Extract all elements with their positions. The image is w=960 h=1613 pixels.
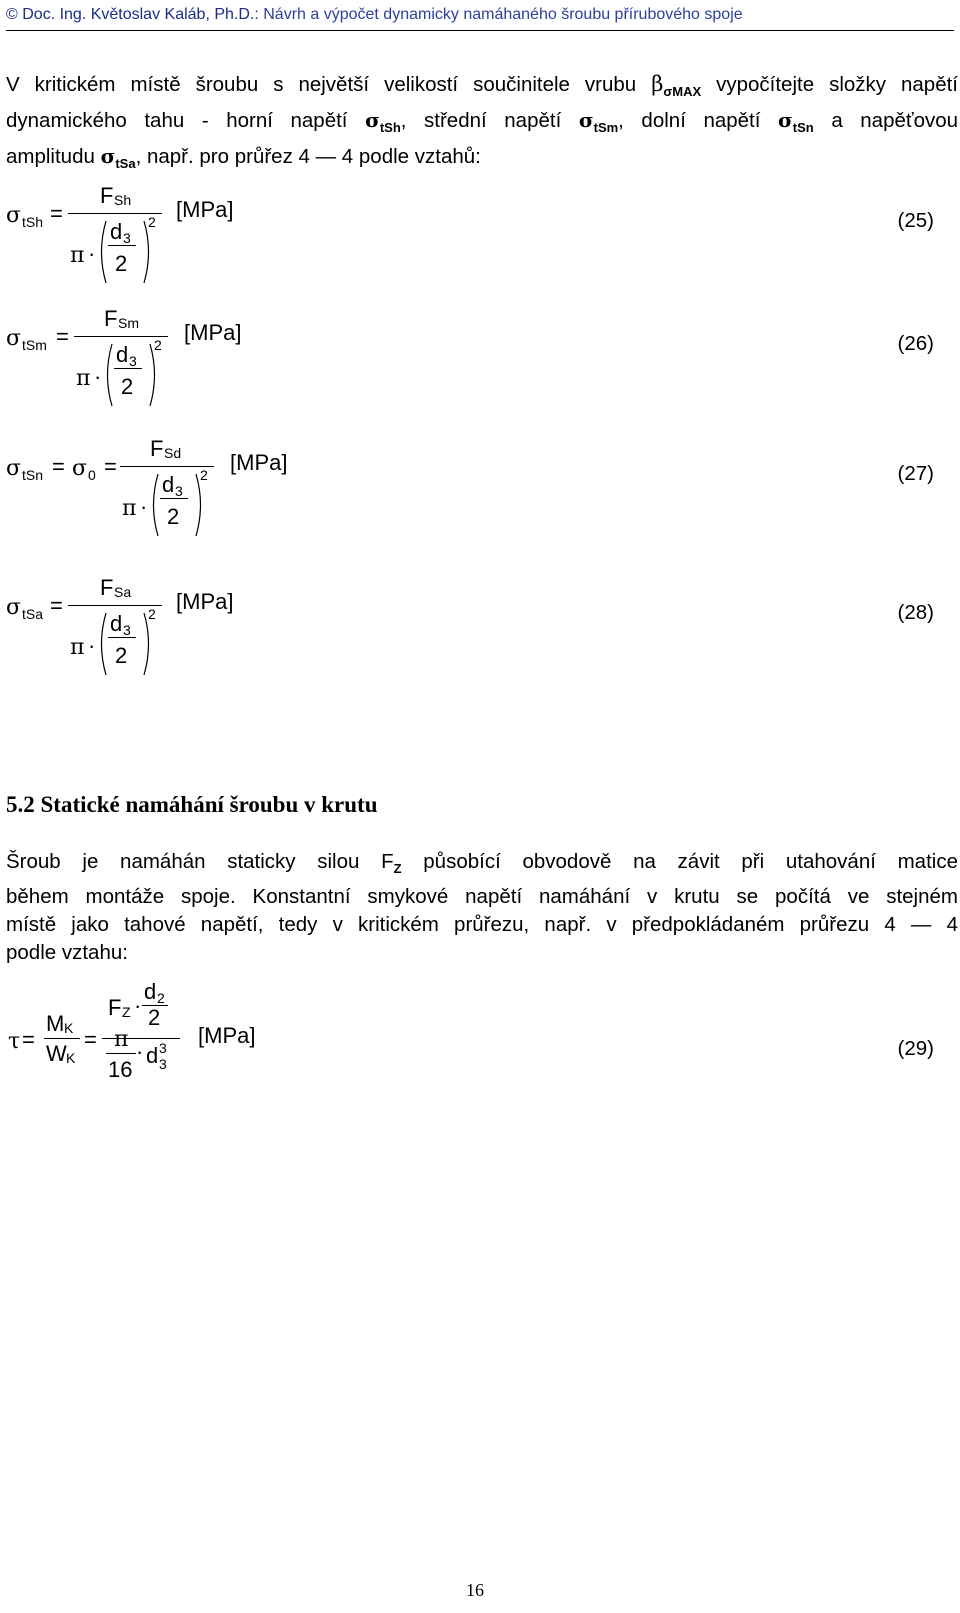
formula-text: 3 <box>159 1056 167 1072</box>
formula-text: π <box>70 243 85 268</box>
formula-text: = <box>56 324 69 349</box>
section-line-2: během montáže spoje. Konstantní smykové napětí namáhání v krutu se počítá ve stejném <box>6 885 958 909</box>
formula-text: σ <box>6 595 22 620</box>
formula-text: F <box>104 306 118 331</box>
formula-text: [MPa] <box>184 320 242 345</box>
section-paragraph <box>6 848 958 967</box>
formula-text: tSn <box>22 467 44 483</box>
formula-text: tSh <box>379 120 401 136</box>
formula-text: · <box>134 993 142 1018</box>
section-line-4: podle vztahu: <box>6 941 128 965</box>
intro-line-1 <box>6 70 958 106</box>
formula-text: 2 <box>148 214 156 230</box>
formula-text: F <box>100 183 114 208</box>
formula-text: 2 <box>154 337 162 353</box>
formula-text: d <box>110 219 123 244</box>
intro-line-2 <box>6 106 958 142</box>
formula-text: působící obvodově na závit při utahování matice <box>423 850 958 873</box>
formula-text: · <box>88 241 96 266</box>
formula-text: = <box>104 454 117 479</box>
formula-text: π <box>122 496 137 521</box>
page-number: 16 <box>466 1580 484 1600</box>
formula-text: Z <box>393 861 402 877</box>
formula-text: d <box>146 1043 159 1068</box>
fraction-bar <box>44 1038 80 1039</box>
header-divider <box>6 30 954 31</box>
equation-29 <box>0 979 960 1105</box>
formula-text: σ <box>100 144 116 169</box>
formula-text: (29) <box>897 1037 934 1060</box>
formula-text: K <box>64 1020 74 1036</box>
formula-text: d <box>162 472 175 497</box>
beta-symbol <box>651 72 702 100</box>
formula-text: π <box>76 366 91 391</box>
formula-text: tSh <box>22 214 44 230</box>
formula-text: (27) <box>897 462 934 485</box>
fraction-bar <box>108 637 136 638</box>
formula-text: π <box>70 635 85 660</box>
formula-text: tSa <box>115 156 136 172</box>
fraction-bar <box>108 245 136 246</box>
formula-text: σ <box>778 108 793 133</box>
formula-text: σMAX <box>663 84 702 100</box>
formula-text: σ <box>72 456 88 481</box>
equation-number: (25) <box>897 209 934 232</box>
formula-text: dynamického tahu - horní napětí <box>6 109 348 133</box>
formula-text: F <box>150 436 164 461</box>
formula-text: β <box>651 72 664 96</box>
formula-text: tSa <box>22 606 44 622</box>
formula-text: tSm <box>22 337 47 353</box>
formula-text: 2 <box>157 990 165 1006</box>
formula-text: , např. pro průřez 4 — 4 podle vztahů: <box>135 145 481 169</box>
formula-text: · <box>136 1039 144 1064</box>
intro-line-3 <box>6 142 958 178</box>
formula-text: M <box>46 1011 65 1036</box>
formula-text: Šroub je namáhán staticky silou F <box>6 850 394 873</box>
formula-text: σ <box>365 108 380 133</box>
formula-text: Z <box>122 1004 131 1020</box>
sigma-tSh-symbol <box>365 108 401 136</box>
unit-mpa: [MPa] <box>176 197 234 222</box>
fraction-bar <box>106 1053 136 1054</box>
formula-text: tSn <box>792 120 814 136</box>
formula-text: 2 <box>148 606 156 622</box>
formula-text: = <box>50 593 63 618</box>
formula-text: K <box>66 1050 76 1066</box>
formula-text: , dolní napětí <box>618 109 761 133</box>
section-heading: 5.2 Statické namáhání šroubu v krutu <box>6 792 378 817</box>
formula-text: [MPa] <box>176 589 234 614</box>
formula-text: 2 <box>200 467 208 483</box>
formula-text: Sa <box>114 584 132 600</box>
formula-text: · <box>94 364 102 389</box>
formula-text: 3 <box>123 230 131 246</box>
formula-text: 16 <box>108 1057 133 1082</box>
formula-text: Sh <box>114 192 132 208</box>
formula-text: d <box>144 979 157 1004</box>
formula-text: 2 <box>121 374 134 399</box>
formula-text: (28) <box>897 601 934 624</box>
sigma-tSa-symbol <box>100 144 136 172</box>
intro-paragraph <box>6 70 958 178</box>
formula-text: (26) <box>897 332 934 355</box>
header-copyright: © Doc. Ing. Květoslav Kaláb, Ph.D.: <box>6 6 259 23</box>
formula-text: 2 <box>167 504 180 529</box>
sigma-tSn-symbol <box>778 108 814 136</box>
formula-text: τ <box>8 1029 21 1054</box>
formula-text: 2 <box>115 251 128 276</box>
fraction-bar <box>160 498 188 499</box>
formula-text: 3 <box>129 353 137 369</box>
formula-text: 3 <box>175 483 183 499</box>
fraction-bar <box>114 368 142 369</box>
formula-text: σ <box>578 108 594 133</box>
formula-text: 3 <box>159 1040 167 1056</box>
formula-text: = <box>52 454 65 479</box>
formula-text: 2 <box>148 1005 161 1030</box>
header-title: Návrh a výpočet dynamicky namáhaného šroubu přírubového spoje <box>263 6 743 23</box>
formula-text: [MPa] <box>230 450 288 475</box>
formula-text: F <box>108 995 122 1020</box>
formula-text: σ <box>6 203 22 228</box>
equation-28 <box>0 567 960 677</box>
formula-text: σ <box>6 456 22 481</box>
formula-text: V kritickém místě šroubu s největší velikostí součinitele vrubu <box>6 73 637 96</box>
formula-text: [MPa] <box>198 1023 256 1048</box>
formula-text: 0 <box>88 467 96 483</box>
formula-text: , střední napětí <box>400 109 562 133</box>
formula-text: · <box>88 633 96 658</box>
sigma-tSm-symbol <box>578 108 619 136</box>
formula-text: amplitudu <box>6 145 95 169</box>
equation-27 <box>0 428 960 538</box>
section-line-3: místě jako tahové napětí, tedy v kritickém průřezu, např. v předpokládaném průřezu 4 — 4 <box>6 913 958 937</box>
formula-text: F <box>100 575 114 600</box>
formula-text: vypočítejte složky napětí <box>716 73 959 96</box>
formula-text: · <box>140 494 148 519</box>
formula-text: = <box>50 201 63 226</box>
page-header <box>6 4 954 26</box>
formula-text: Sd <box>164 445 182 461</box>
formula-text: Sm <box>118 315 139 331</box>
formula-text: 2 <box>115 643 128 668</box>
formula-text: σ <box>6 326 22 351</box>
formula-text: d <box>116 342 129 367</box>
formula-text: W <box>46 1041 67 1066</box>
formula-text: = <box>22 1027 35 1052</box>
formula-text: tSm <box>593 120 619 136</box>
equation-26 <box>0 298 960 408</box>
formula-text: 3 <box>123 622 131 638</box>
formula-text: = <box>84 1027 97 1052</box>
equation-25 <box>0 175 960 285</box>
formula-text: d <box>110 611 123 636</box>
formula-text: a napěťovou <box>831 109 959 133</box>
section-line-1 <box>6 848 958 883</box>
formula-text: π <box>114 1027 129 1052</box>
